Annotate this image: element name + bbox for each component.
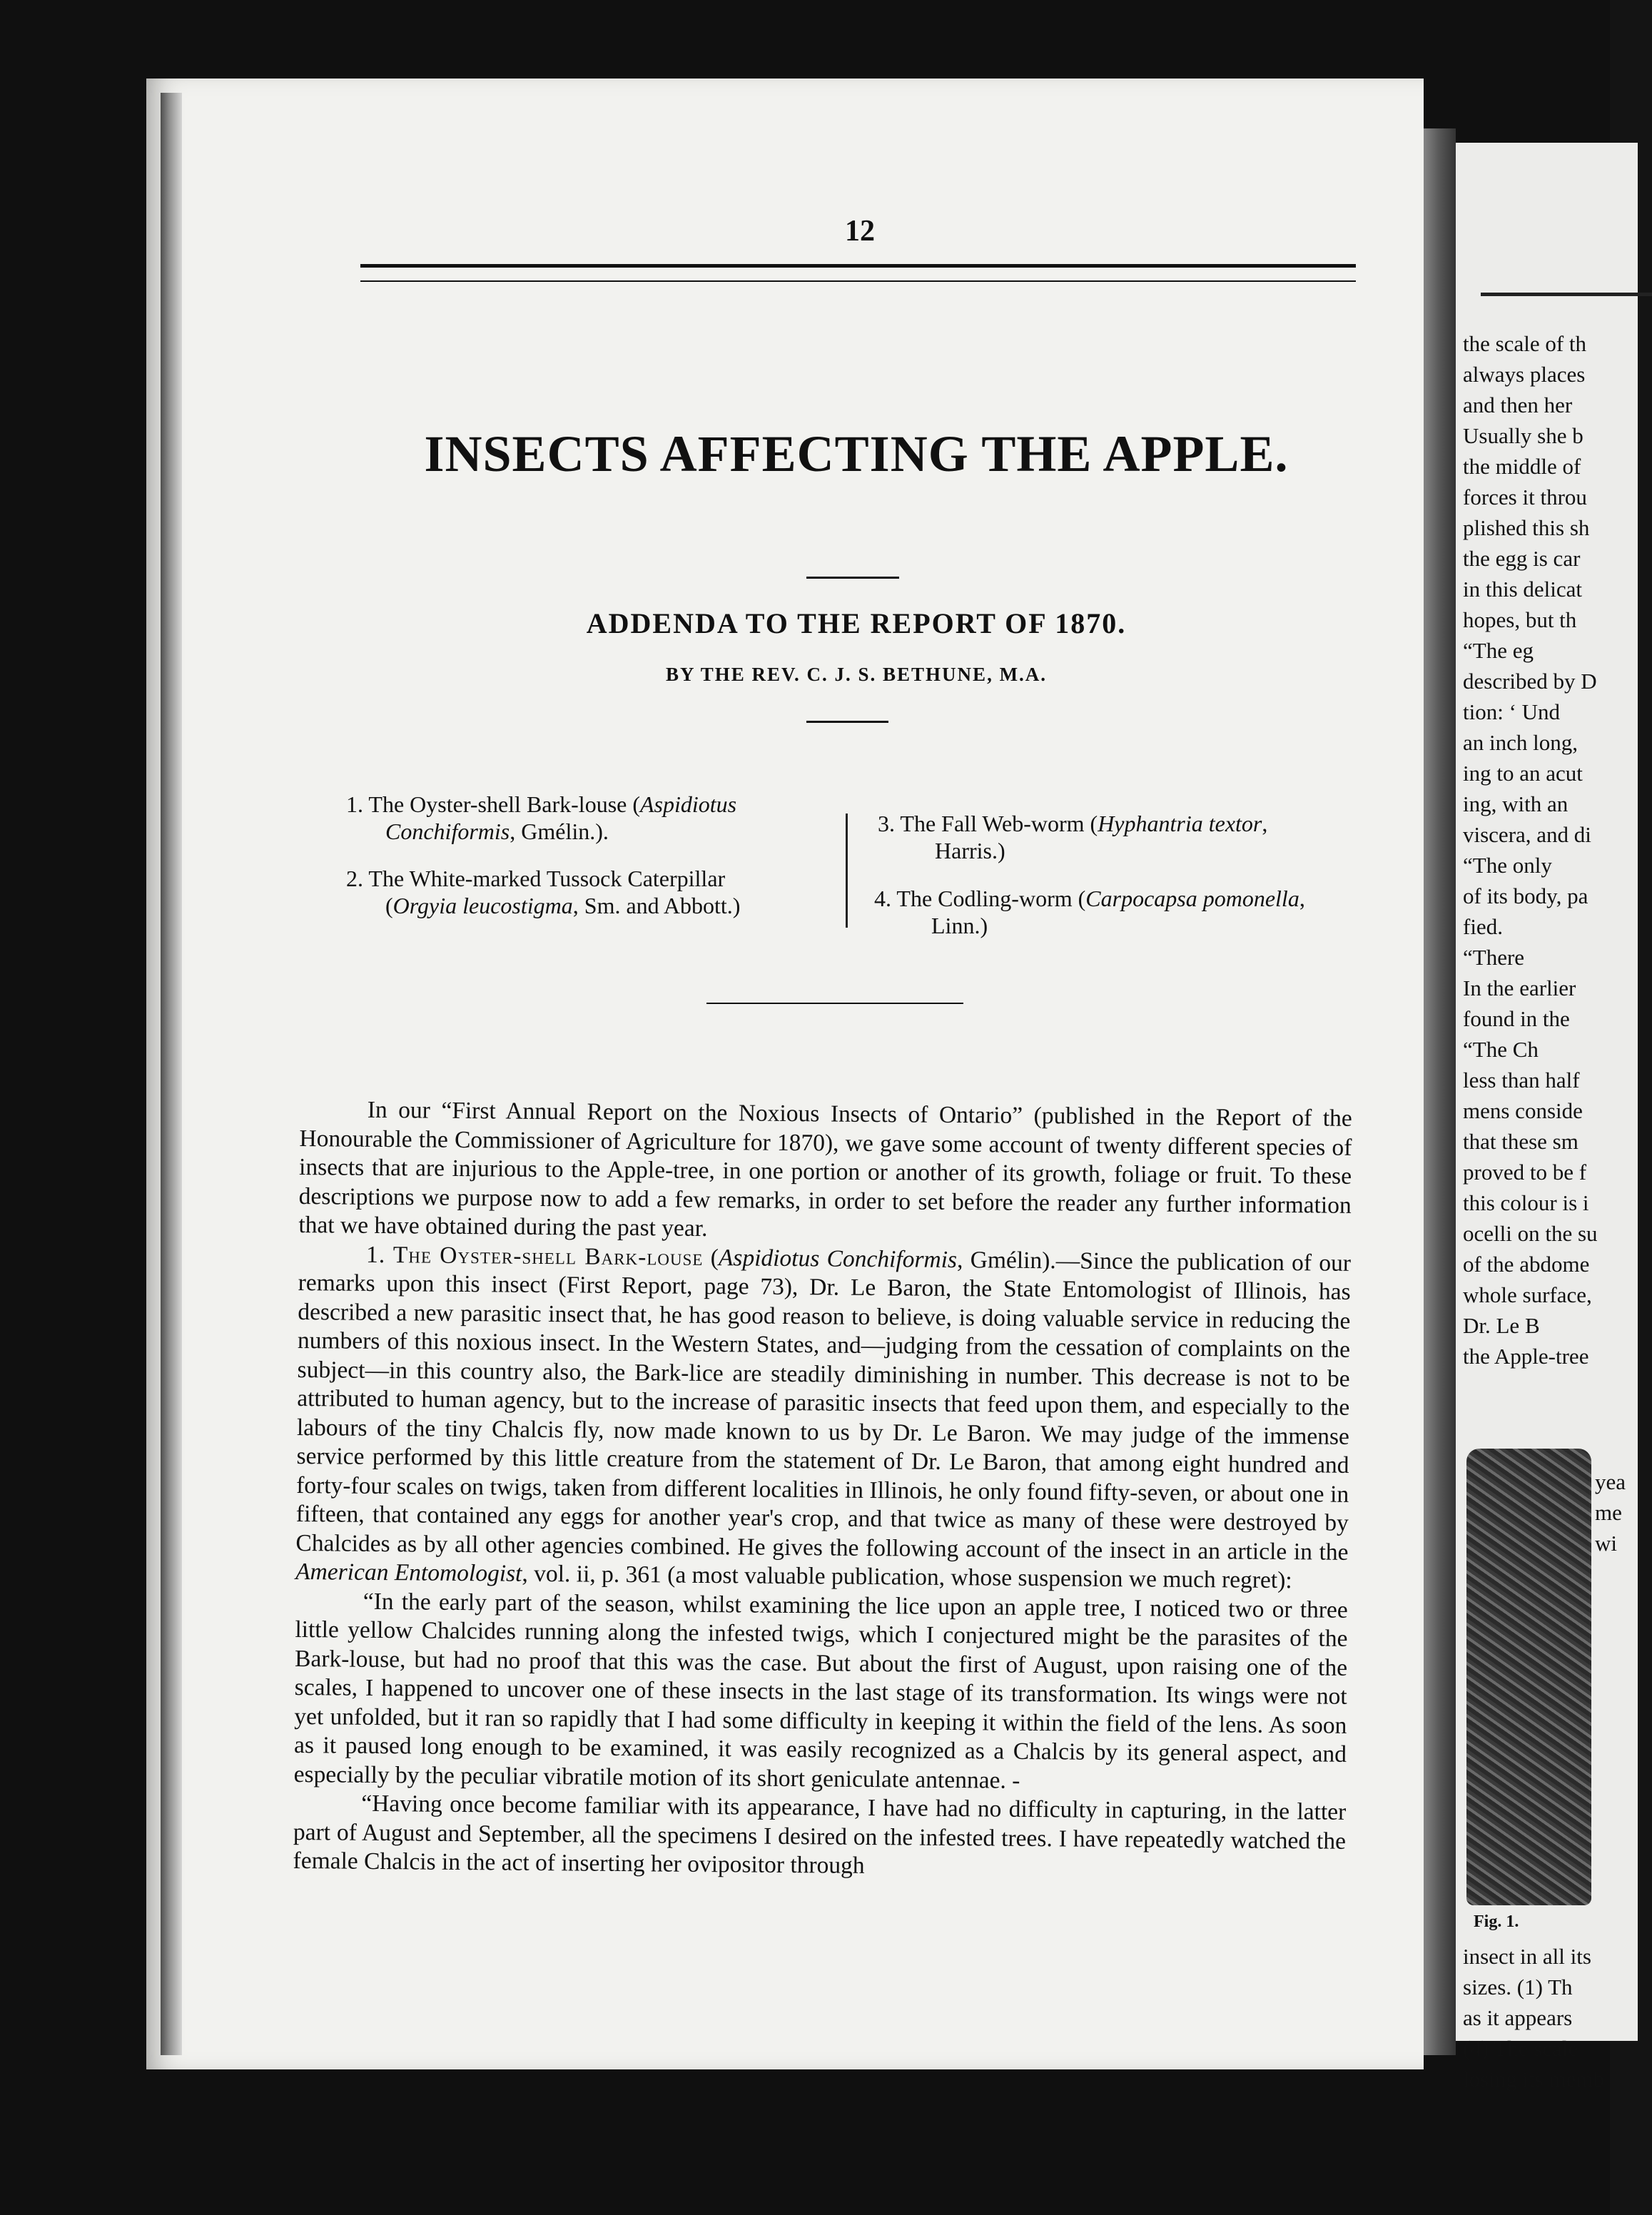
facing-page-line: ing, with an bbox=[1463, 791, 1569, 816]
article-byline: BY THE REV. C. J. S. BETHUNE, M.A. bbox=[665, 664, 1048, 685]
title-rule bbox=[806, 577, 899, 579]
facing-page-line: “The only bbox=[1463, 853, 1552, 878]
byline-rule bbox=[806, 721, 888, 723]
figure-bark-louse-twig bbox=[1466, 1449, 1591, 1905]
toc-item-3-species: Hyphantria textor bbox=[1098, 811, 1262, 836]
facing-page-line: as it appears bbox=[1463, 2005, 1573, 2030]
paragraph-oyster-shell: 1. The Oyster-shell Bark-louse (Aspidiotus Conchiformis, Gmélin).—Since the publication of our remarks upon this insect (First Report, page 73), Dr. Le Baron, the State Entomologist of Illinois, has described a new parasitic insect that, he has good reason to believe, is doing valuable service in reducing the numbers of this noxious insect. In the Western States, and—judging from the cessation of complaints on the subject—in this country also, the Bark-lice are steadily diminishing in number. This decrease is not to be attributed to human agency, but to the increase of parasitic insects that feed upon them, and especially to the labours of the tiny Chalcis fly, now made known to us by Dr. Le Baron. We may judge of the immense service performed by this little creature from the statement of Dr. Le Baron, that among eight hundred and forty-four scales on twigs, taken from different localities in Illinois, he only found fifty-seven, or about one in fifteen, that contained any eggs for another year's crop, and that twice as many of these were destroyed by Chalcides as by all other agencies combined. He gives the following account of the insect in an article in the American Entomologist, vol. ii, p. 361 (a most valuable publication, whose suspension we much regret): bbox=[295, 1241, 1352, 1594]
facing-page-line: in this delicat bbox=[1463, 577, 1583, 602]
facing-page-line: the scale of th bbox=[1463, 331, 1587, 356]
facing-page-line: mens conside bbox=[1463, 1098, 1583, 1123]
toc-item-4-author: Linn.) bbox=[931, 913, 988, 938]
facing-page-line: of the abdome bbox=[1463, 1252, 1590, 1277]
facing-page-line: proved to be f bbox=[1463, 1160, 1587, 1185]
toc-bottom-rule bbox=[706, 1003, 963, 1004]
facing-page-line: losing its memb bbox=[1463, 2067, 1605, 2092]
toc-item-4 bbox=[874, 885, 1374, 939]
facing-page-line: ocelli on the su bbox=[1463, 1221, 1598, 1246]
facing-page-line: viscera, and di bbox=[1463, 822, 1591, 847]
facing-page-line: Usually she b bbox=[1463, 423, 1583, 448]
facing-page-side-text bbox=[1595, 1466, 1626, 1558]
facing-page-line: fied. bbox=[1463, 914, 1503, 939]
facing-page-line: “The eg bbox=[1463, 638, 1534, 663]
facing-page-line: the middle of bbox=[1463, 454, 1581, 479]
facing-page-rule bbox=[1481, 293, 1652, 296]
journal-name: American Entomologist bbox=[295, 1558, 522, 1587]
facing-page-line: the egg is car bbox=[1463, 546, 1581, 571]
facing-page-line: always places bbox=[1463, 362, 1586, 387]
paragraph-oyster-shell-text: , Gmélin).—Since the publication of our remarks upon this insect (First Report, page 73), Dr. Le Baron, the State Entomologist of Illinois, has described a new parasitic insect that, he has good reason to believe, is doing valuable service in reducing the numbers of this noxious insect. In the Western States, and—judging from the cessation of complaints on the subject—in this country also, the Bark-lice are steadily diminishing in number. This decrease is not to be attributed to human agency, but to the increase of parasitic insects that feed upon them, and especially to the labours of the tiny Chalcis fly, now made known to us by Dr. Le Baron. We may judge of the immense service performed by this little creature from the statement of Dr. Le Baron, that among eight hundred and forty-four scales on twigs, taken from different localities in Illinois, he only found fifty-seven, or about one in fifteen, that contained any eggs for another year's crop, and that twice as many of these were destroyed by Chalcides as by all other agencies combined. He gives the following account of the insect in an article in the bbox=[295, 1246, 1352, 1566]
facing-page-line: whole surface, bbox=[1463, 1282, 1592, 1307]
toc-item-4-species: Carpocapsa pomonella bbox=[1085, 886, 1299, 911]
toc-item-1-species: Conchiformis bbox=[385, 818, 510, 844]
facing-page-line: found in the bbox=[1463, 1006, 1570, 1031]
facing-page-line: an inch long, bbox=[1463, 730, 1578, 755]
facing-page-line: insect in all its bbox=[1463, 1944, 1591, 1969]
toc-item-1 bbox=[346, 791, 838, 845]
page-edge-shadow bbox=[161, 93, 182, 2055]
toc-item-2-author: , Sm. and Abbott.) bbox=[572, 893, 741, 918]
facing-page bbox=[1452, 143, 1638, 2092]
paragraph-quote-1: “In the early part of the season, whilst examining the lice upon an apple tree, I noticed two or three little yellow Chalcides running along the infested twigs, which I conjectured might be the parasites of the Bark-louse, but had no proof that this was the case. But about the first of August, upon raising one of the scales, I happened to uncover one of these insects in the last stage of its transformation. Its wings were not yet unfolded, but it ran so rapidly that I had some difficulty in keeping it within the field of the lens. As soon as it paused long enough to be examined, it was easily recognized as a Chalcis by its general aspect, and especially by the peculiar vibratile motion of its short geniculate antennae. - bbox=[293, 1588, 1348, 1794]
facing-page-line: me bbox=[1595, 1500, 1622, 1525]
toc-item-2-species: Orgyia leucostigma bbox=[392, 893, 573, 918]
section-heading-oyster-shell: 1. The Oyster-shell Bark-louse bbox=[365, 1241, 704, 1271]
facing-page-line: yea bbox=[1595, 1469, 1626, 1494]
toc-item-3-author: Harris.) bbox=[935, 838, 1005, 863]
toc-item-4-comma: , bbox=[1299, 886, 1305, 911]
figure-label: Fig. 1. bbox=[1474, 1912, 1519, 1931]
header-double-rule bbox=[360, 264, 1356, 282]
facing-page-text bbox=[1463, 328, 1634, 1372]
toc-item-1-author: , Gmélin.). bbox=[510, 818, 609, 844]
facing-page-line: sizes. (1) Th bbox=[1463, 1975, 1573, 1999]
facing-page-line: hopes, but th bbox=[1463, 607, 1577, 632]
facing-page-line: “There bbox=[1463, 945, 1525, 970]
facing-page-line: and then her bbox=[1463, 392, 1573, 417]
scientific-name: Aspidiotus Conchiformis bbox=[718, 1244, 958, 1273]
facing-page-line: less than half bbox=[1463, 1068, 1580, 1093]
facing-page-line: tion: ‘ Und bbox=[1463, 699, 1561, 724]
facing-page-line: In the earlier bbox=[1463, 975, 1576, 1000]
page-number: 12 bbox=[845, 215, 875, 248]
facing-page-line: of its body, pa bbox=[1463, 883, 1588, 908]
facing-page-line: wi bbox=[1595, 1531, 1617, 1556]
facing-page-line: described by D bbox=[1463, 669, 1597, 694]
facing-page-line: “The Ch bbox=[1463, 1037, 1539, 1062]
toc-item-2-text: 2. The White-marked Tussock Caterpillar bbox=[346, 866, 726, 891]
toc-item-2 bbox=[346, 865, 838, 919]
facing-page-line: forces it throu bbox=[1463, 485, 1587, 510]
article-subtitle: ADDENDA TO THE REPORT OF 1870. bbox=[586, 607, 1127, 639]
facing-page-line: this colour is i bbox=[1463, 1190, 1589, 1215]
paragraph-oyster-shell-end: , vol. ii, p. 361 (a most valuable publication, whose suspension we much regret): bbox=[522, 1560, 1292, 1594]
article-body bbox=[293, 1095, 1352, 1885]
facing-page-line: ing to an acut bbox=[1463, 761, 1583, 786]
toc-item-3-comma: , bbox=[1262, 811, 1268, 836]
toc-item-3 bbox=[878, 810, 1377, 864]
paragraph-quote-2: “Having once become familiar with its appearance, I have had no difficulty in capturing, in the latter part of August and September, all the specimens I desired on the infested trees. I have repeatedly watched the female Chalcis in the act of inserting her ovipositor through bbox=[293, 1790, 1347, 1879]
toc-item-4-text: 4. The Codling-worm ( bbox=[874, 886, 1086, 911]
facing-page-text-bottom bbox=[1463, 1941, 1634, 2094]
facing-page-line: that these sm bbox=[1463, 1129, 1578, 1154]
facing-page-line: the Apple-tree bbox=[1463, 1344, 1589, 1369]
article-title: INSECTS AFFECTING THE APPLE. bbox=[424, 425, 1289, 482]
facing-page-line: Dr. Le B bbox=[1463, 1313, 1540, 1338]
toc-column-divider bbox=[846, 813, 848, 928]
paragraph-intro: In our “First Annual Report on the Noxious Insects of Ontario” (published in the Report of the Honourable the Commissioner of Agriculture for 1870), we gave some account of twenty different species of insects that are injurious to the Apple-tree, in one portion or another of its growth, foliage or fruit. To these descriptions we purpose now to add a few remarks, in order to set before the reader any further information that we have obtained during the past year. bbox=[298, 1096, 1352, 1242]
facing-page-line: plished this sh bbox=[1463, 515, 1590, 540]
toc-item-2-paren: ( bbox=[385, 893, 393, 918]
toc-item-3-text: 3. The Fall Web-worm ( bbox=[878, 811, 1098, 836]
toc-item-1-text: 1. The Oyster-shell Bark-louse ( bbox=[346, 791, 640, 817]
facing-page-line: (4) The scale bbox=[1463, 2036, 1578, 2061]
toc-item-1-genus: Aspidiotus bbox=[640, 791, 737, 817]
